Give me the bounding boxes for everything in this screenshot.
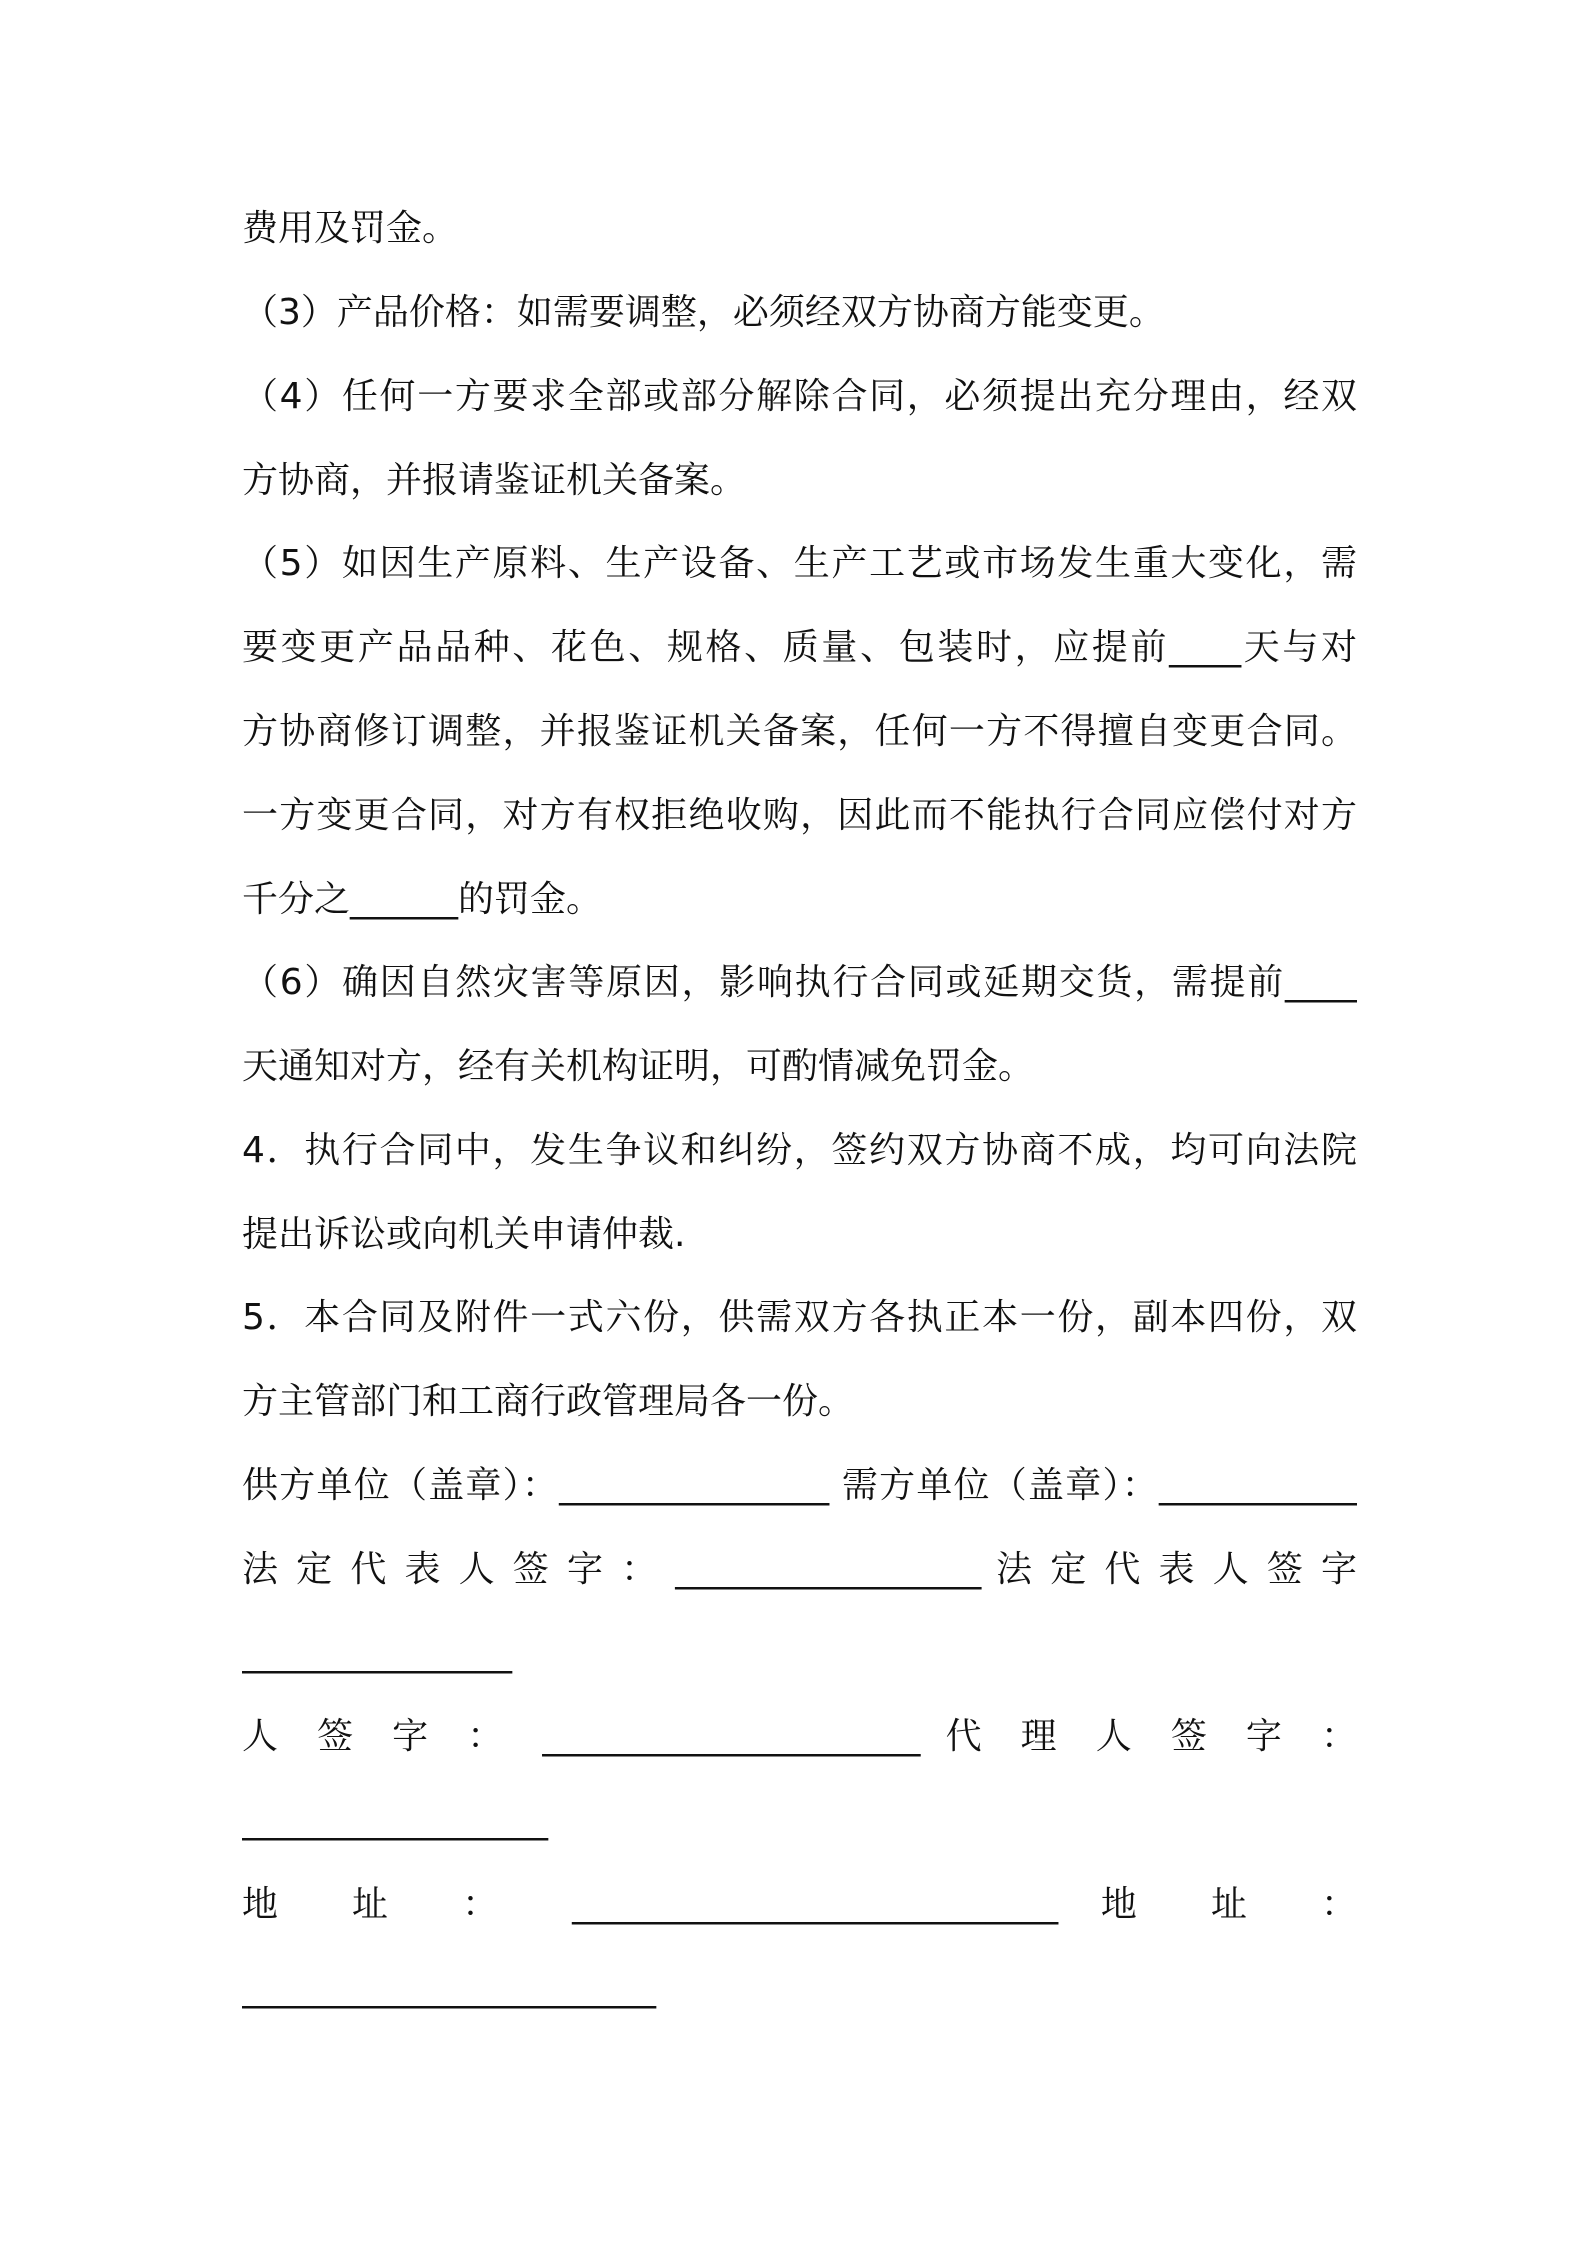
text-line-4: 方协商，并报请鉴证机关备案。	[242, 460, 747, 501]
text-line-10: （6）确因自然灾害等原因，影响执行合同或延期交货，需提前____	[242, 962, 1357, 1003]
text-line-13: 提出诉讼或向机关申请仲裁.	[242, 1214, 686, 1255]
blank-line-3: _______________________	[242, 1968, 656, 2009]
text-line-3: （4）任何一方要求全部或部分解除合同，必须提出充分理由，经双	[242, 376, 1357, 417]
blank-line-1: _______________	[242, 1633, 512, 1674]
blank-line-2: _________________	[242, 1800, 548, 1841]
agent-signature-line: 人 签 字 ： _____________________ 代 理 人 签 字 ：	[242, 1716, 1357, 1757]
text-line-7: 方协商修订调整，并报鉴证机关备案，任何一方不得擅自变更合同。	[242, 711, 1357, 752]
text-line-11: 天通知对方，经有关机构证明，可酌情减免罚金。	[242, 1046, 1035, 1087]
text-line-9: 千分之______的罚金。	[242, 879, 603, 920]
legal-representative-line: 法 定 代 表 人 签 字 ： _________________ 法 定 代 表 人 签 字	[242, 1549, 1357, 1590]
text-line-15: 方主管部门和工商行政管理局各一份。	[242, 1381, 855, 1422]
text-line-2: （3）产品价格：如需要调整，必须经双方协商方能变更。	[242, 292, 1165, 333]
address-line: 地 址 ： ___________________________ 地 址 ：	[242, 1884, 1357, 1925]
text-line-12: 4．执行合同中，发生争议和纠纷，签约双方协商不成，均可向法院	[242, 1130, 1357, 1171]
text-line-1: 费用及罚金。	[242, 208, 459, 249]
text-line-14: 5．本合同及附件一式六份，供需双方各执正本一份，副本四份，双	[242, 1297, 1357, 1338]
text-line-5: （5）如因生产原料、生产设备、生产工艺或市场发生重大变化，需	[242, 543, 1357, 584]
text-line-6: 要变更产品品种、花色、规格、质量、包装时，应提前____天与对	[242, 627, 1357, 668]
supplier-buyer-seal-line: 供方单位（盖章）：_______________ 需方单位（盖章）：___________	[242, 1465, 1357, 1506]
text-line-8: 一方变更合同，对方有权拒绝收购，因此而不能执行合同应偿付对方	[242, 795, 1357, 836]
